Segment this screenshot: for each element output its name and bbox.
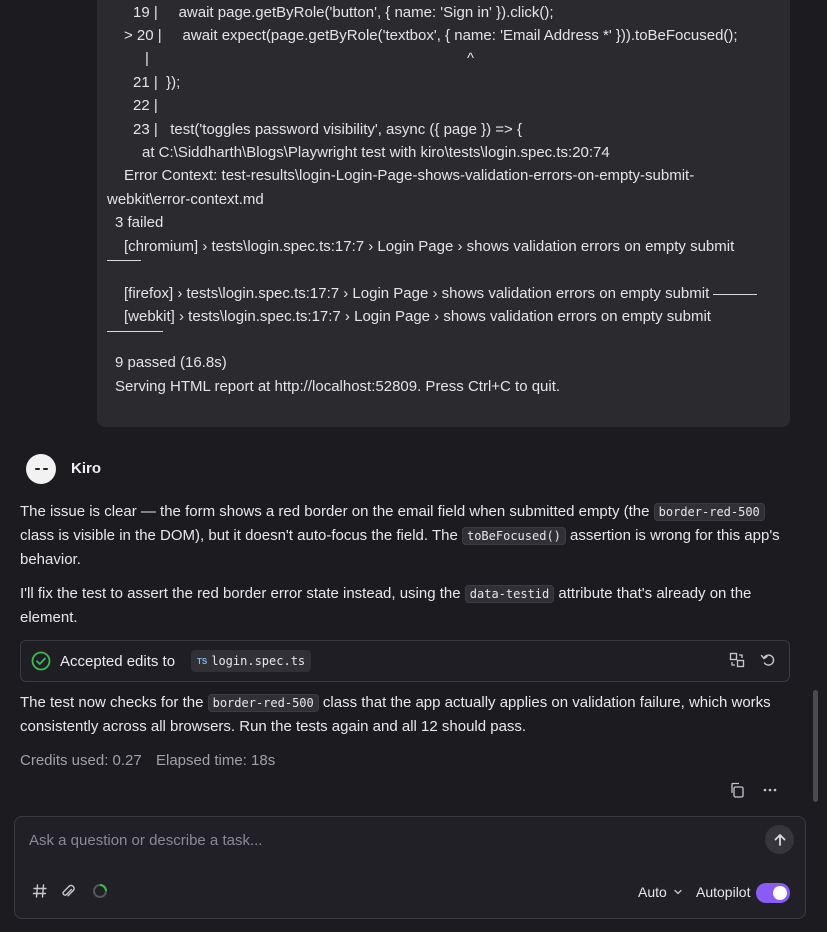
hash-icon[interactable] [32, 883, 48, 899]
arrow-up-icon [773, 833, 787, 847]
file-chip[interactable] [191, 650, 311, 672]
avatar-eye [35, 468, 40, 470]
message-text: class is visible in the DOM), but it doesn't auto-focus the field. The [20, 527, 462, 544]
inline-code: border-red-500 [208, 694, 319, 712]
paperclip-icon[interactable] [60, 883, 76, 899]
inline-code: toBeFocused() [462, 527, 566, 545]
terminal-line: Error Context: test-results\login-Login-Page-shows-validation-errors-on-empty-submit- [124, 167, 695, 184]
message-paragraph [20, 691, 790, 739]
accepted-edits-card[interactable] [20, 640, 790, 682]
avatar-eye [43, 468, 48, 470]
inline-code: data-testid [465, 585, 554, 603]
terminal-line: 19 | await page.getByRole('button', { name: 'Sign in' }).click(); [133, 4, 554, 21]
credits-used: Credits used: 0.27 [20, 752, 142, 769]
terminal-line: 3 failed [115, 214, 164, 231]
undo-icon[interactable] [760, 652, 776, 668]
terminal-line: 23 | test('toggles password visibility', async ({ page }) => { [133, 121, 522, 138]
message-text: class that the app actually applies on validation failure, which works consistently across all browsers. Run the tests again and all 12 should pass. [20, 694, 771, 735]
terminal-rule [713, 294, 757, 295]
inline-code: border-red-500 [654, 503, 765, 521]
message-paragraph [20, 582, 790, 630]
compare-changes-icon[interactable] [729, 652, 745, 668]
terminal-line: 21 | }); [133, 74, 181, 91]
terminal-line: | [145, 50, 149, 67]
kiro-avatar [26, 454, 56, 484]
mode-selector[interactable] [638, 884, 683, 900]
mode-label: Auto [638, 884, 667, 900]
message-paragraph [20, 500, 790, 572]
chevron-down-icon [673, 887, 683, 897]
terminal-line: 22 | [133, 97, 158, 114]
send-button[interactable] [765, 825, 794, 854]
message-text: assertion is wrong for this app's behavior. [20, 527, 780, 568]
file-name: login.spec.ts [211, 654, 306, 668]
copy-icon[interactable] [729, 782, 745, 798]
autopilot-label: Autopilot [696, 884, 751, 900]
assistant-name: Kiro [71, 460, 101, 477]
terminal-line: [webkit] › tests\login.spec.ts:17:7 › Login Page › shows validation errors on empty submit [124, 308, 711, 325]
message-text: The test now checks for the [20, 694, 208, 711]
terminal-line: webkit\error-context.md [107, 191, 264, 208]
context-usage-icon[interactable] [92, 883, 108, 899]
terminal-line: at C:\Siddharth\Blogs\Playwright test with kiro\tests\login.spec.ts:20:74 [142, 144, 610, 161]
autopilot-toggle[interactable] [756, 883, 790, 903]
typescript-icon: TS [197, 656, 208, 666]
more-options-icon[interactable] [762, 782, 778, 798]
check-circle-icon [31, 651, 51, 671]
message-text: The issue is clear — the form shows a red border on the email field when submitted empty (the [20, 503, 654, 520]
terminal-line: [chromium] › tests\login.spec.ts:17:7 › Login Page › shows validation errors on empty submit [124, 238, 735, 255]
terminal-text: [firefox] › tests\login.spec.ts:17:7 › Login Page › shows validation errors on empty submit [124, 285, 710, 302]
toggle-knob [773, 886, 787, 900]
message-text: attribute that's already on the element. [20, 585, 752, 626]
elapsed-time: Elapsed time: 18s [156, 752, 276, 769]
terminal-line: Serving HTML report at http://localhost:52809. Press Ctrl+C to quit. [115, 378, 561, 395]
terminal-line [124, 285, 757, 303]
chat-input[interactable] [27, 827, 731, 853]
chat-input-box [14, 816, 806, 919]
terminal-rule [107, 260, 141, 261]
terminal-output [97, 0, 790, 427]
message-text: I'll fix the test to assert the red border error state instead, using the [20, 585, 465, 602]
accepted-edits-label: Accepted edits to [60, 653, 176, 670]
terminal-line: ^ [467, 50, 475, 67]
scrollbar[interactable] [813, 690, 818, 802]
terminal-rule [107, 331, 163, 332]
terminal-line: > 20 | await expect(page.getByRole('textbox', { name: 'Email Address *' })).toBeFocused(); [124, 27, 738, 44]
terminal-line: 9 passed (16.8s) [115, 354, 227, 371]
